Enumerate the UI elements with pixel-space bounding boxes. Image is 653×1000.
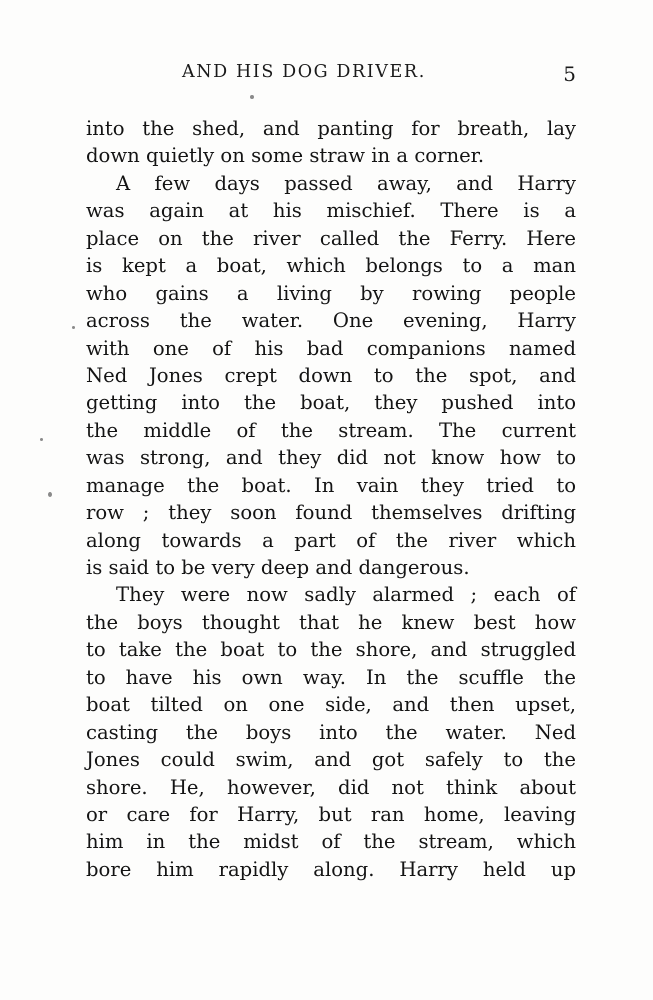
text-line: place on the river called the Ferry. Here: [86, 226, 576, 250]
text-line: is said to be very deep and dangerous.: [86, 556, 470, 579]
text-line: to have his own way. In the scuffle the: [86, 665, 576, 689]
text-line: was again at his mischief. There is a: [86, 199, 576, 223]
page-body: [86, 115, 576, 883]
text-line: Ned Jones crept down to the spot, and: [86, 363, 576, 387]
text-line: Jones could swim, and got safely to the: [86, 748, 576, 772]
page-header: [86, 62, 576, 90]
paragraph-first-line: They were now sadly alarmed ; each of: [116, 583, 576, 607]
text-line: manage the boat. In vain they tried to: [86, 473, 576, 497]
text-line: across the water. One evening, Harry: [86, 309, 576, 333]
text-line: boat tilted on one side, and then upset,: [86, 693, 576, 717]
text-line: him in the midst of the stream, which: [86, 830, 576, 854]
text-line: into the shed, and panting for breath, lay: [86, 117, 576, 140]
running-title: AND HIS DOG DRIVER.: [182, 62, 426, 82]
text-line: along towards a part of the river which: [86, 528, 576, 552]
text-line: getting into the boat, they pushed into: [86, 391, 576, 415]
text-line: is kept a boat, which belongs to a man: [86, 254, 576, 278]
paragraph-first-line: A few days passed away, and Harry: [116, 171, 576, 195]
text-line: bore him rapidly along. Harry held up: [86, 857, 576, 881]
print-speck: [250, 95, 254, 99]
text-line: down quietly on some straw in a corner.: [86, 144, 485, 168]
text-line: to take the boat to the shore, and struggled: [86, 638, 576, 662]
text-line: or care for Harry, but ran home, leaving: [86, 802, 576, 826]
text-line: shore. He, however, did not think about: [86, 775, 576, 799]
print-speck: [48, 492, 52, 497]
text-line: casting the boys into the water. Ned: [86, 720, 576, 744]
print-speck: [72, 326, 75, 329]
text-line: the boys thought that he knew best how: [86, 610, 576, 634]
text-line: was strong, and they did not know how to: [86, 446, 576, 470]
page-number: 5: [563, 62, 576, 86]
print-speck: [40, 438, 43, 441]
text-line: with one of his bad companions named: [86, 336, 576, 360]
text-line: the middle of the stream. The current: [86, 418, 576, 442]
text-line: who gains a living by rowing people: [86, 281, 576, 305]
text-line: row ; they soon found themselves drifting: [86, 501, 576, 525]
